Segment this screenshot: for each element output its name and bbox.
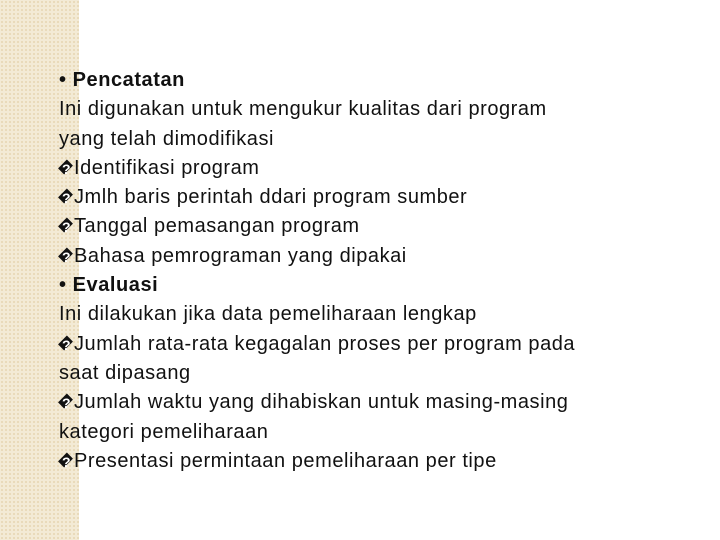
heading-text: Evaluasi [72, 274, 159, 297]
text-line: Ini dilakukan jika data pemeliharaan lengkap [59, 303, 477, 326]
section-heading-pencatatan [59, 66, 699, 95]
list-item [59, 330, 699, 359]
list-item [59, 388, 699, 417]
list-item [59, 183, 699, 212]
list-item [59, 242, 699, 271]
list-item [59, 154, 699, 183]
list-item-text: Tanggal pemasangan program [74, 215, 360, 238]
list-item-text: Bahasa pemrograman yang dipakai [74, 244, 407, 267]
text-line: saat dipasang [59, 361, 191, 384]
replacement-character-icon [59, 247, 73, 264]
list-item-text: Identifikasi program [74, 156, 260, 179]
replacement-character-icon [59, 188, 73, 205]
list-item-text: Jumlah rata-rata kegagalan proses per program pada [74, 332, 576, 355]
list-item-text: Jmlh baris perintah ddari program sumber [74, 186, 468, 209]
replacement-character-icon [59, 393, 73, 410]
text-line: yang telah dimodifikasi [59, 127, 274, 150]
section-heading-evaluasi [59, 271, 699, 300]
bullet: • [59, 274, 73, 297]
text-line: kategori pemeliharaan [59, 420, 269, 443]
heading-text: Pencatatan [72, 69, 185, 91]
list-item-text: Presentasi permintaan pemeliharaan per tipe [74, 449, 497, 472]
replacement-character-icon [59, 452, 73, 469]
bullet: • [59, 69, 73, 91]
list-item [59, 212, 699, 241]
replacement-character-icon [59, 159, 73, 176]
replacement-character-icon [59, 335, 73, 352]
list-item [59, 447, 699, 476]
replacement-character-icon [59, 217, 73, 234]
text-line: Ini digunakan untuk mengukur kualitas dari program [59, 98, 547, 121]
slide-content [59, 66, 699, 476]
list-item-text: Jumlah waktu yang dihabiskan untuk masing-masing [74, 391, 569, 414]
